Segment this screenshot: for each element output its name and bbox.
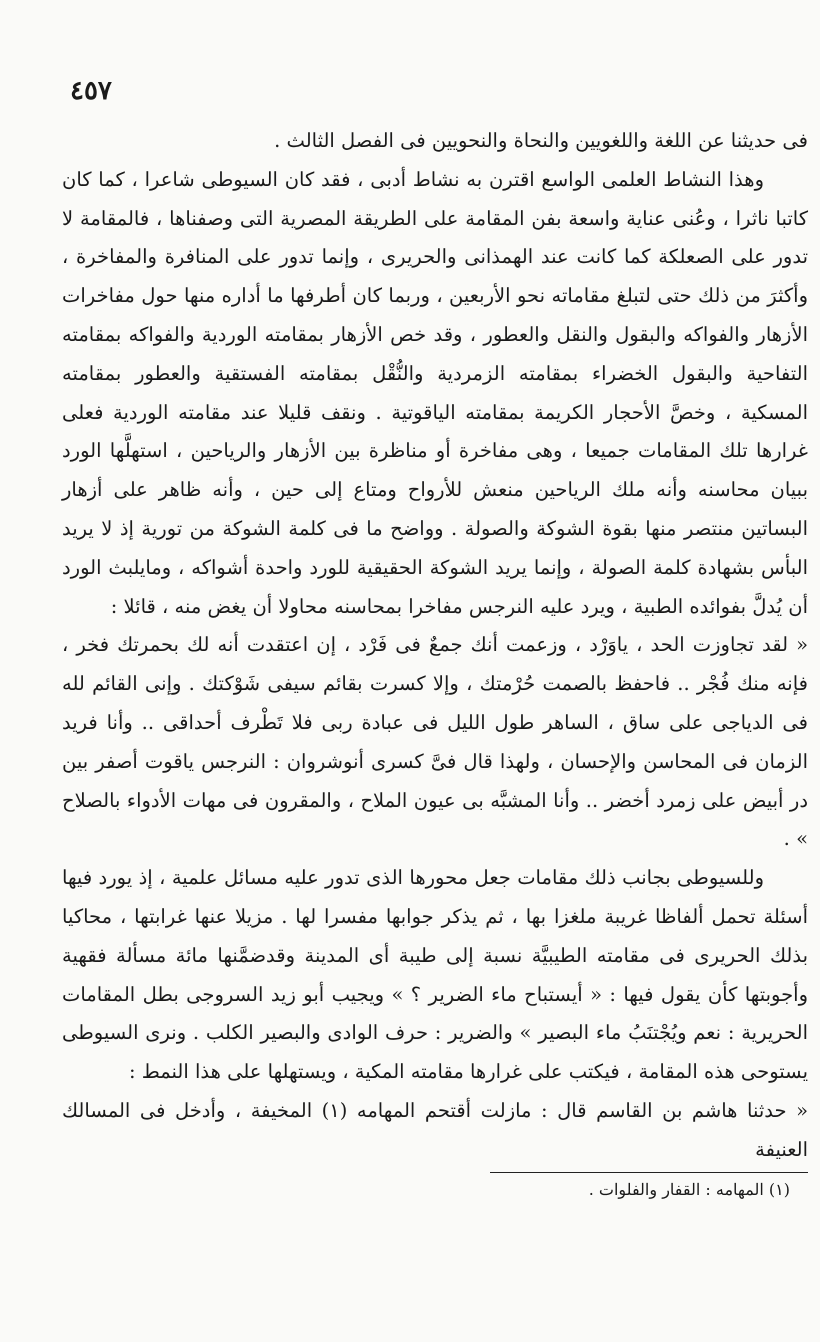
body-text xyxy=(62,122,808,1170)
quote-paragraph: « لقد تجاوزت الحد ، ياوَرْد ، وزعمت أنك جمعٌ فى فَرْد ، إن اعتقدت أنه لك بحمرتك فخر ، فإنه منك فُجْر .. فاحفظ بالصمت حُرْمتك ، وإلا كسرت بقائم سيفى شَوْكتك . وإنى القائم لله فى الدياجى على ساق ، الساهر طول الليل فى عبادة ربى فلا تَطْرف أحداقى .. وأنا فريد الزمان فى المحاسن والإحسان ، ولهذا قال فىَّ كسرى أنوشروان : النرجس ياقوت أصفر بين در أبيض على زمرد أخضر .. وأنا المشبَّه بى عيون الملاح ، والمقرون فى مهات الأدواء بالصلاح » . xyxy=(62,633,808,851)
paragraph: وللسيوطى بجانب ذلك مقامات جعل محورها الذى تدور عليه مسائل علمية ، إذ يورد فيها أسئلة تحمل ألفاظا غريبة ملغزا بها ، ثم يذكر جوابها مفسرا لها . مزيلا عنها غرابتها ، محاكيا بذلك الحريرى فى مقامته الطيبيَّة نسبة إلى طيبة أى المدينة وقدضمَّنها مائة مسألة فقهية وأجوبتها كأن يقول فيها : « أيستباح ماء الضرير ؟ » ويجيب أبو زيد السروجى بطل المقامات الحريرية : نعم ويُجْتنَبُ ماء البصير » والضرير : حرف الوادى والبصير الكلب . ونرى السيوطى يستوحى هذه المقامة ، فيكتب على غرارها مقامته المكية ، ويستهلها على هذا النمط : xyxy=(62,866,808,1084)
quote-paragraph: « حدثنا هاشم بن القاسم قال : مازلت أقتحم المهامه (١) المخيفة ، وأدخل فى المسالك العنيفة xyxy=(62,1098,809,1161)
footnote-divider xyxy=(490,1172,808,1173)
page-number: ٤٥٧ xyxy=(70,76,112,106)
footnote: (١) المهامه : القفار والفلوات . xyxy=(588,1180,790,1199)
paragraph: وهذا النشاط العلمى الواسع اقترن به نشاط أدبى ، فقد كان السيوطى شاعرا ، كما كان كاتبا ناثرا ، وعُنى عناية واسعة بفن المقامة على الطريقة المصرية التى وصفناها ، فالمقامة لا تدور على الصعلكة كما كانت عند الهمذانى والحريرى ، وإنما تدور على المنافرة والمفاخرة ، وأكثرَ من ذلك حتى لتبلغ مقاماته نحو الأربعين ، وربما كان أطرفها ما أداره منها حول مفاخرات الأزهار والفواكه والبقول والنقل والعطور ، وقد خص الأزهار بمقامته الوردية والفواكه بمقامته التفاحية والبقول الخضراء بمقامته الزمردية والنُّقْل بمقامته الفستقية والعطور بمقامته المسكية ، وخصَّ الأحجار الكريمة بمقامته الياقوتية . ونقف قليلا عند مقامته الوردية فعلى غرارها تلك المقامات جميعا ، وهى مفاخرة أو مناظرة بين الأزهار والرياحين ، استهلَّها الورد ببيان محاسنه وأنه ملك الرياحين منعش للأرواح ومتاع إلى حين ، وأنه ظاهر على أزهار البساتين منتصر منها بقوة الشوكة والصولة . وواضح ما فى كلمة الشوكة من تورية إذ لا يريد البأس بشهادة كلمة الصولة ، وإنما يريد الشوكة الحقيقية للورد واحدة أشواكه ، ومايلبث الورد أن يُدلَّ بفوائده الطبية ، ويرد عليه النرجس مفاخرا بمحاسنه محاولا أن يغض منه ، قائلا : xyxy=(62,167,809,618)
paragraph: فى حديثنا عن اللغة واللغويين والنحاة والنحويين فى الفصل الثالث . xyxy=(274,129,808,152)
